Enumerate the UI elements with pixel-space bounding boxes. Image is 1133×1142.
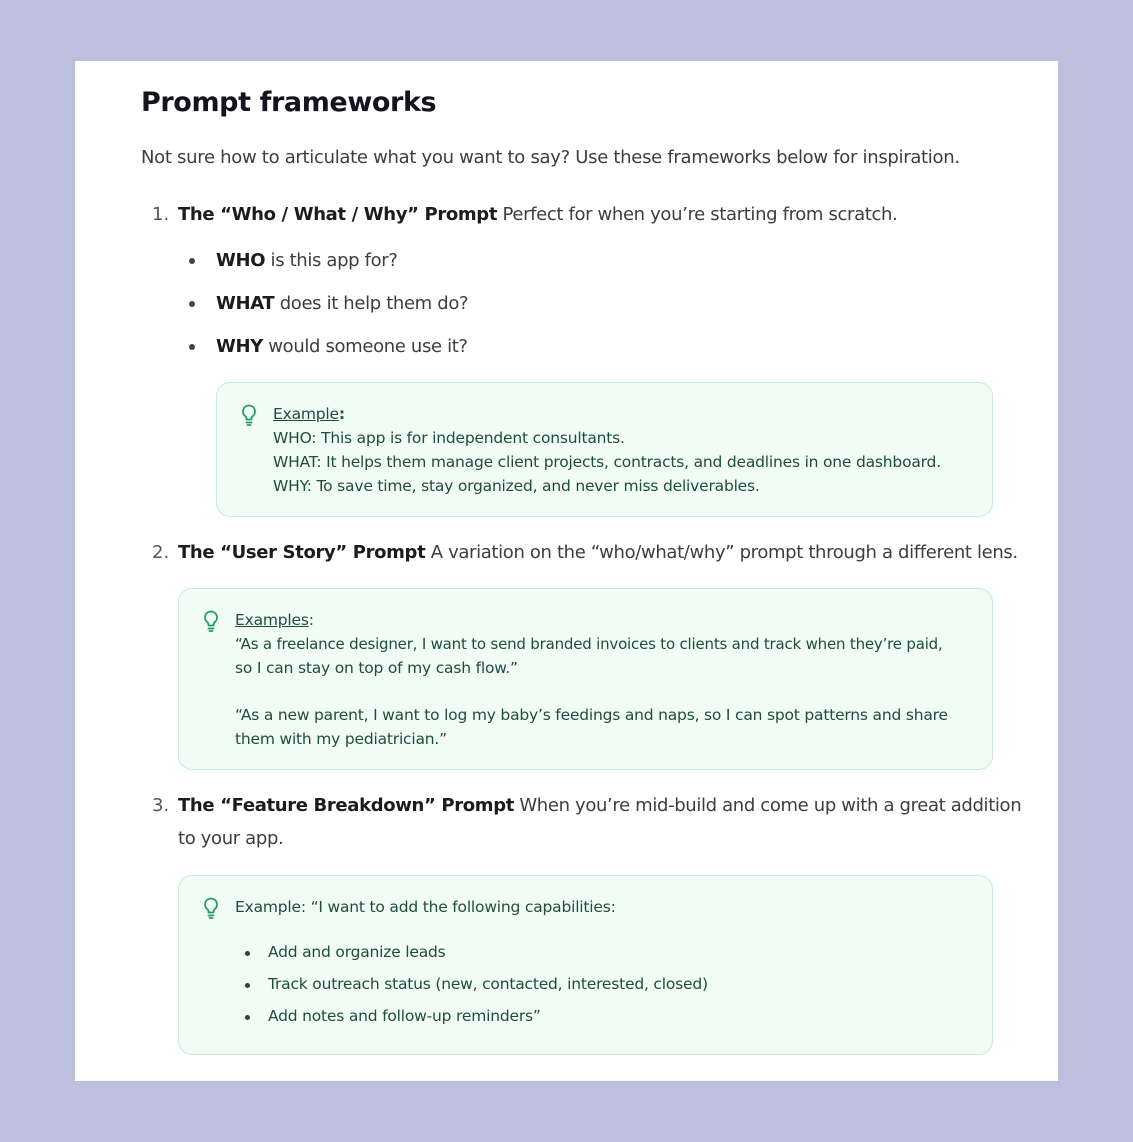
example-3-lead: Example: “I want to add the following capabilities: <box>235 898 616 916</box>
example-2-label: Examples <box>235 611 309 629</box>
framework-1-name: The “Who / What / Why” Prompt <box>178 204 498 225</box>
list-number-3: 3. <box>152 795 170 816</box>
framework-3-description-cont: to your app. <box>178 828 284 849</box>
example-2-line-4: them with my pediatrician.” <box>235 730 447 748</box>
example-1-line-2: WHAT: It helps them manage client projects, contracts, and deadlines in one dashboard. <box>273 453 941 471</box>
bullet-who-text: is this app for? <box>270 250 398 271</box>
lightbulb-icon <box>240 404 258 426</box>
list-number-1: 1. <box>152 204 170 225</box>
bullet-dot <box>189 344 195 350</box>
lightbulb-icon <box>202 610 220 632</box>
example-3-item-1: Add and organize leads <box>268 943 446 961</box>
bullet-dot <box>189 258 195 264</box>
example-2-colon: : <box>308 611 314 629</box>
example-3-item-2: Track outreach status (new, contacted, interested, closed) <box>268 975 708 993</box>
example-2-label-row <box>235 608 314 632</box>
framework-2-description: A variation on the “who/what/why” prompt through a different lens. <box>430 542 1018 563</box>
bullet-what-bold: WHAT <box>216 293 275 314</box>
example-3-item-3: Add notes and follow-up reminders” <box>268 1007 541 1025</box>
framework-1-description: Perfect for when you’re starting from scratch. <box>502 204 898 225</box>
example-1-colon: : <box>338 405 345 423</box>
lightbulb-icon <box>202 897 220 919</box>
framework-1-heading <box>178 204 897 225</box>
bullet-why-text: would someone use it? <box>268 336 468 357</box>
example-2-line-3: “As a new parent, I want to log my baby’s feedings and naps, so I can spot patterns and share <box>235 706 948 724</box>
example-box-1 <box>216 382 993 517</box>
bullet-dot <box>189 301 195 307</box>
bullet-what-text: does it help them do? <box>279 293 469 314</box>
example-box-2 <box>178 588 993 770</box>
example-1-line-1: WHO: This app is for independent consultants. <box>273 429 625 447</box>
article-card <box>75 61 1058 1081</box>
example-1-line-3: WHY: To save time, stay organized, and never miss deliverables. <box>273 477 760 495</box>
bullet-dot <box>245 1015 250 1020</box>
framework-2-heading <box>178 542 1018 563</box>
framework-3-name: The “Feature Breakdown” Prompt <box>178 795 514 816</box>
framework-2-name: The “User Story” Prompt <box>178 542 426 563</box>
bullet-dot <box>245 983 250 988</box>
example-1-label-row <box>273 402 345 426</box>
bullet-who-bold: WHO <box>216 250 266 271</box>
page-title: Prompt frameworks <box>141 87 437 118</box>
bullet-who <box>216 250 398 271</box>
example-box-3 <box>178 875 993 1055</box>
example-2-line-2: so I can stay on top of my cash flow.” <box>235 659 518 677</box>
framework-3-heading <box>178 795 1021 816</box>
bullet-why-bold: WHY <box>216 336 263 357</box>
example-1-label: Example <box>273 405 339 423</box>
bullet-what <box>216 293 468 314</box>
bullet-dot <box>245 951 250 956</box>
framework-3-description: When you’re mid-build and come up with a great addition <box>519 795 1022 816</box>
intro-text: Not sure how to articulate what you want to say? Use these frameworks below for inspiration. <box>141 147 960 168</box>
bullet-why <box>216 336 468 357</box>
example-2-line-1: “As a freelance designer, I want to send branded invoices to clients and track when they’re paid, <box>235 635 943 653</box>
list-number-2: 2. <box>152 542 170 563</box>
